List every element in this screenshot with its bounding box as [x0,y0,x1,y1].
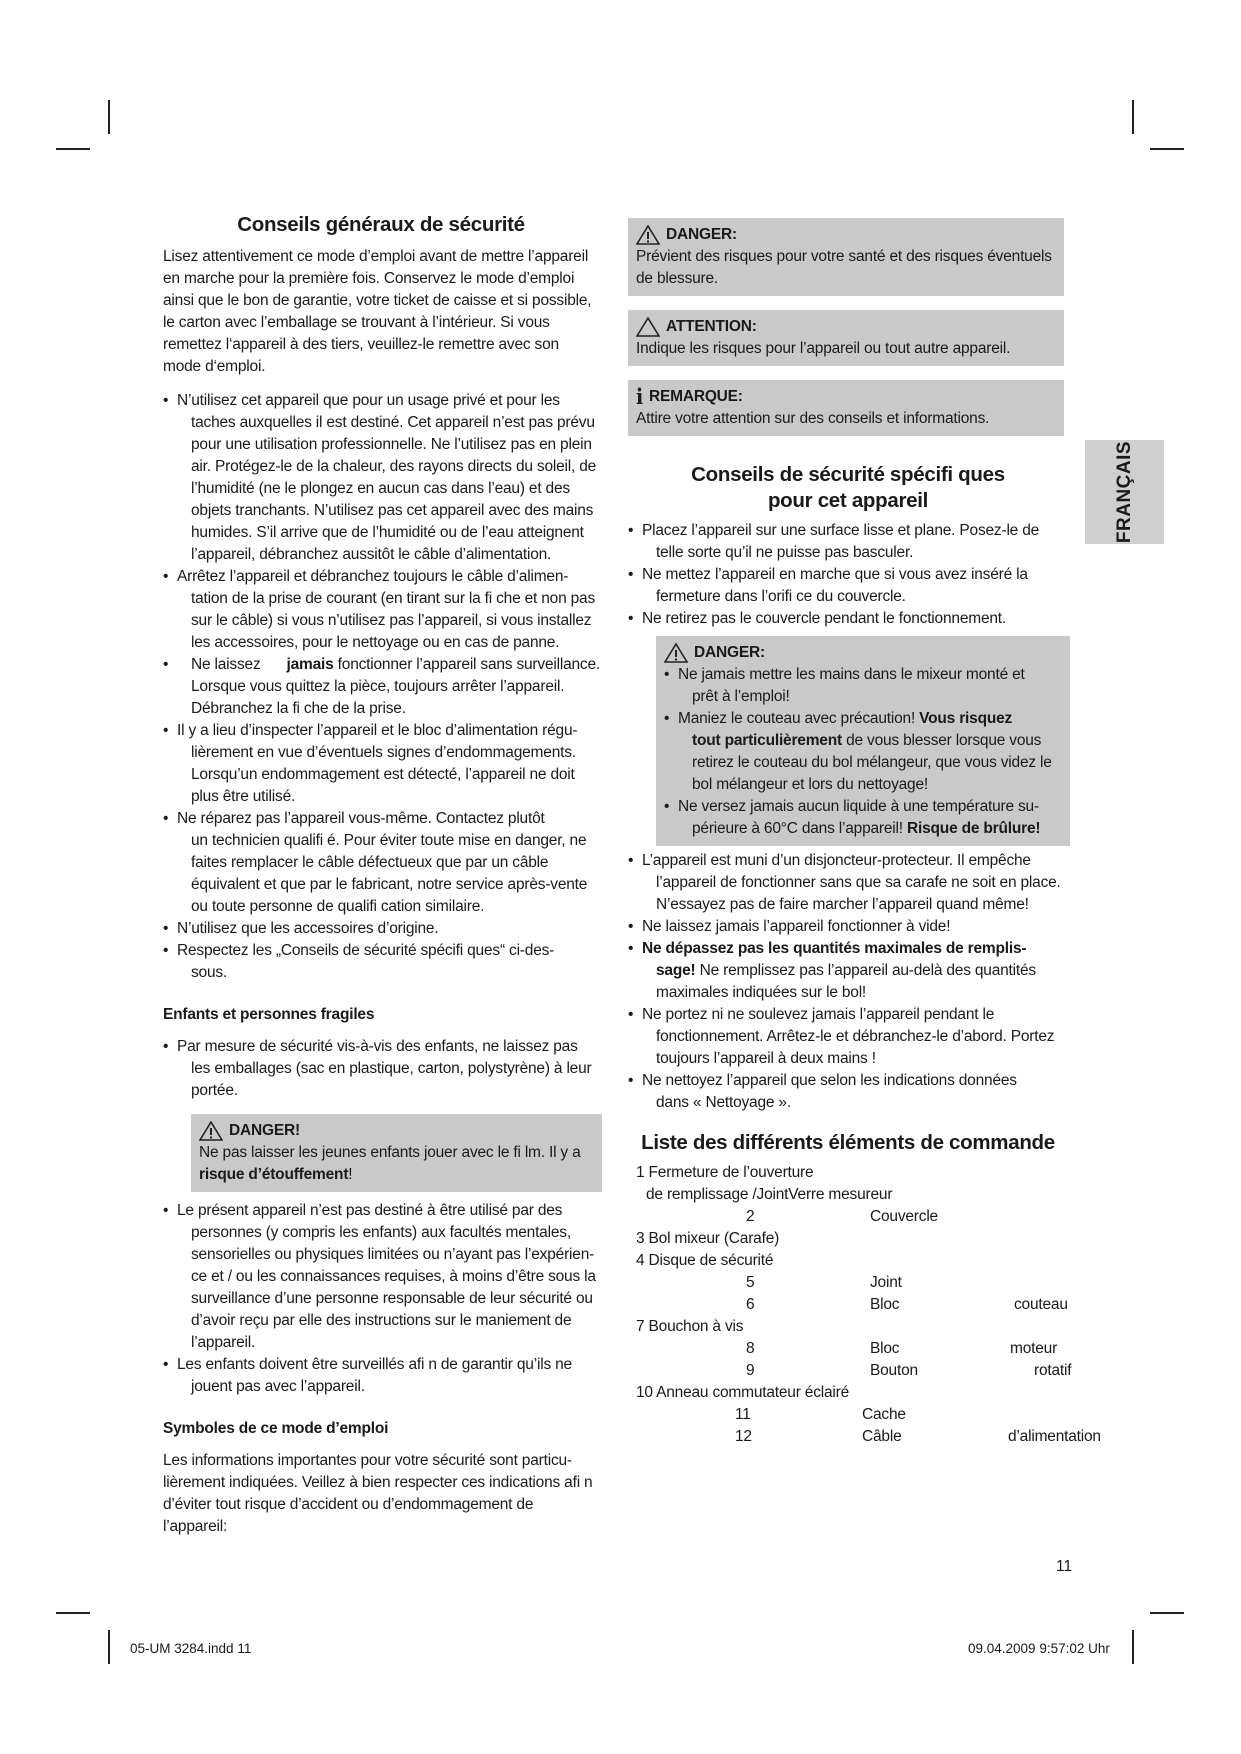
warning-triangle-icon [199,1121,223,1141]
danger-title: DANGER: [666,226,737,243]
remarque-box: i REMARQUE: Attire votre attention sur des conseils et informations. [628,380,1064,436]
list-item: • Ne mettez l’appareil en marche que si vous avez inséré la fermeture dans l’orifi ce du couvercle. [628,566,1028,605]
list-item: • Ne réparez pas l’appareil vous-même. Contactez plutôt un technicien qualifi é. Pour éviter toute mise en danger, ne faites remplacer le câble défectueux que par un câble équivalent et que par le fabricant, notre service après-vente ou toute personne de qualifi cation similaire. [163,810,588,915]
list-item: • Les enfants doivent être surveillés afi n de garantir qu’ils ne jouent pas avec l’appareil. [163,1356,572,1395]
crop-mark [1132,1630,1134,1664]
attention-title: ATTENTION: [666,318,757,335]
parts-row: 2 Couvercle [746,1208,938,1225]
remarque-title: REMARQUE: [648,388,743,405]
danger-box-children: DANGER! Ne pas laisser les jeunes enfants jouer avec le fi lm. Il y a risque d’étouffement! [191,1114,602,1192]
parts-row: 12 Câble d’alimentation [735,1428,1101,1445]
danger-title: DANGER! [229,1122,300,1139]
list-item: • Ne dépassez pas les quantités maximales de remplis- sage! Ne remplissez pas l’appareil au-delà des quantités maximales indiquées sur le bol! [628,940,1036,1001]
left-column [163,212,599,1538]
specific-safety-list [628,520,1068,630]
symbols-paragraph: Les informations importantes pour votre sécurité sont particu-lièrement indiquées. Veillez à bien respecter ces indications afi n d’éviter tout risque d’accident ou d’endommagement de l’appareil: [163,1452,593,1535]
danger-box: DANGER: Prévient des risques pour votre santé et des risques éventuels de blessure. [628,218,1064,296]
list-item: • Ne laissez jamais l’appareil fonctionner à vide! [628,918,951,935]
parts-list [636,1162,1101,1448]
list-item: • N’utilisez cet appareil que pour un usage privé et pour les taches auxquelles il est destiné. Cet appareil n’est pas prévu pour une utilisation professionnelle. Ne l’utilisez pas en plein air. Protégez-le de la chaleur, des rayons directs du soleil, de l’humidité (ne le plongez en aucun cas dans l’eau) et des objets tranchants. N’utilisez pas cet appareil avec des mains humides. S’il arrive que de l’humidité ou de l’eau atteignent l’appareil, débranchez aussitôt le câble d’alimentation. [163,392,597,563]
crop-mark [56,1612,90,1614]
children-list [163,1036,599,1102]
danger-title: DANGER: [694,644,765,661]
parts-row: 7 Bouchon à vis [636,1318,744,1335]
list-item: • N’utilisez que les accessoires d’origine. [163,920,439,937]
crop-mark [108,100,110,134]
caution-triangle-icon [636,317,660,337]
crop-mark [1150,148,1184,150]
danger-box-specific [656,636,1070,846]
crop-mark [108,1630,110,1664]
parts-row: 3 Bol mixeur (Carafe) [636,1230,780,1247]
general-safety-title: Conseils généraux de sécurité [237,213,525,236]
intro-paragraph: Lisez attentivement ce mode d’emploi avant de mettre l’appareil en marche pour la première fois. Conservez le mode d’emploi ainsi que le bon de garantie, votre ticket de caisse et si possible, le carton avec l’emballage se trouvant à l’intérieur. Si vous remettez l‘appareil à des tiers, veuillez-le remettre avec son mode d‘emploi. [163,248,592,375]
list-item: • Ne nettoyez l’appareil que selon les indications données dans « Nettoyage ». [628,1072,1017,1111]
parts-row: 5 Joint [746,1274,902,1291]
parts-row: 4 Disque de sécurité [636,1252,774,1269]
right-column [628,212,1101,1448]
list-item: • Ne laissez jamais fonctionner l’appareil sans surveillance. Lorsque vous quittez la pièce, toujours arrêter l’appareil. Débranchez la fi che de la prise. [163,656,601,717]
symbols-heading: Symboles de ce mode d’emploi [163,1420,389,1437]
list-item: • Ne retirez pas le couvercle pendant le fonctionnement. [628,610,1007,627]
parts-row: 1 Fermeture de l’ouverture [636,1164,814,1181]
list-item: • Ne versez jamais aucun liquide à une température su- périeure à 60°C dans l’appareil! Risque de brûlure! [664,798,1041,837]
children-list-2 [163,1200,599,1398]
parts-row: 11 Cache [735,1406,906,1423]
children-heading: Enfants et personnes fragiles [163,1006,375,1023]
language-tab-label: FRANÇAIS [1113,440,1135,544]
attention-box: ATTENTION: Indique les risques pour l’appareil ou tout autre appareil. [628,310,1064,366]
general-safety-list [163,390,599,984]
footer-filename: 05-UM 3284.indd 11 [130,1641,252,1656]
list-item: • Maniez le couteau avec précaution! Vous risquez tout particulièrement de vous blesser lorsque vous retirez le couteau du bol mélangeur, que vous videz le bol mélangeur et lors du nettoyage! [664,710,1052,793]
crop-mark [1132,100,1134,134]
list-item: • Par mesure de sécurité vis-à-vis des enfants, ne laissez pas les emballages (sac en plastique, carton, polystyrène) à leur portée. [163,1038,592,1099]
page-number: 11 [1056,1558,1073,1575]
crop-mark [1150,1612,1184,1614]
parts-row: 10 Anneau commutateur éclairé [636,1384,850,1401]
footer-timestamp: 09.04.2009 9:57:02 Uhr [968,1641,1110,1656]
list-item: • Respectez les „Conseils de sécurité spécifi ques“ ci-des- sous. [163,942,555,981]
warning-triangle-icon [636,225,660,245]
list-item: • Arrêtez l’appareil et débranchez toujours le câble d’alimen- tation de la prise de courant (en tirant sur la fi che et non pas sur le câble) si vous n’utilisez pas l’appareil, si vous installez les accessoires, pour le nettoyage ou en cas de panne. [163,568,596,651]
list-item: • Placez l’appareil sur une surface lisse et plane. Posez-le de telle sorte qu’il ne puisse pas basculer. [628,522,1040,561]
language-tab [1085,440,1164,544]
list-item: • Le présent appareil n’est pas destiné à être utilisé par des personnes (y compris les enfants) aux facultés mentales, sensorielles ou physiques limitées ou n’ayant pas l’expérien-ce et / ou les connaissances requises, à moins d’être sous la surveillance d’une personne responsable de leur sécurité ou d’avoir reçu par elle des instructions sur le maniement de l’appareil. [163,1202,596,1351]
specific-safety-title: Conseils de sécurité spécifi ques pour cet appareil [691,463,1005,512]
list-item: • Il y a lieu d’inspecter l’appareil et le bloc d’alimentation régu- lièrement en vue d’éventuels signes d’endommagements. Lorsqu’un endommagement est détecté, l’appareil ne doit plus être utilisé. [163,722,578,805]
parts-row: de remplissage /JointVerre mesureur [646,1186,893,1203]
parts-row: 6 Bloc couteau [746,1296,1068,1313]
parts-list-title: Liste des différents éléments de commande [641,1131,1055,1154]
info-icon: i [636,384,643,409]
crop-mark [56,148,90,150]
list-item: • L’appareil est muni d’un disjoncteur-protecteur. Il empêche l’appareil de fonctionner sans que sa carafe ne soit en place. N’essayez pas de faire marcher l’appareil quand même! [628,852,1061,913]
parts-row: 8 Bloc moteur [746,1340,1058,1357]
more-safety-list [628,850,1068,1114]
list-item: • Ne jamais mettre les mains dans le mixeur monté et prêt à l’emploi! [664,666,1025,705]
list-item: • Ne portez ni ne soulevez jamais l’appareil pendant le fonctionnement. Arrêtez-le et débranchez-le d’abord. Portez toujours l’appareil à deux mains ! [628,1006,1055,1067]
warning-triangle-icon [664,643,688,663]
parts-row: 9 Bouton rotatif [746,1362,1072,1379]
